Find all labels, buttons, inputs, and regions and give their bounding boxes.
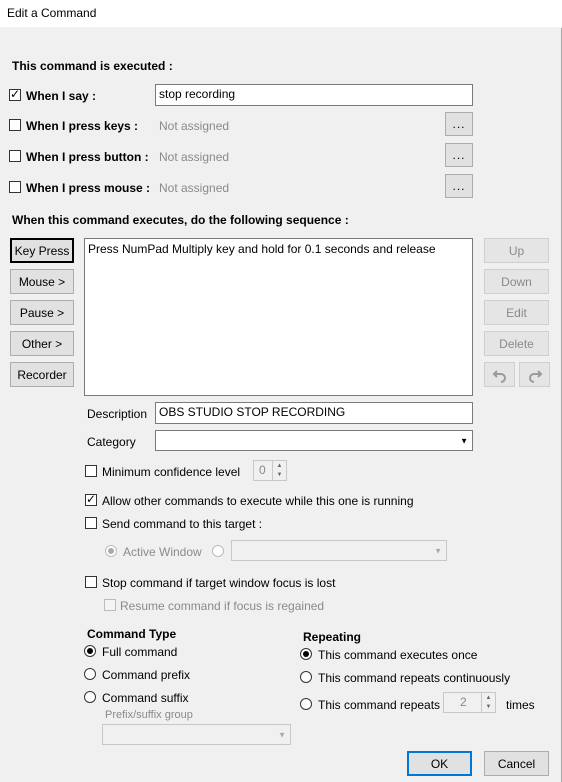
allow-other-checkbox[interactable]	[85, 494, 97, 506]
active-window-label: Active Window	[123, 545, 202, 559]
repeat-count-value: 2	[460, 695, 467, 709]
redo-icon	[527, 367, 543, 383]
specific-window-radio[interactable]	[212, 545, 224, 557]
repeats-continuously-label: This command repeats continuously	[318, 671, 511, 685]
min-confidence-value: 0	[259, 463, 266, 477]
redo-button[interactable]	[519, 362, 550, 387]
command-prefix-label: Command prefix	[102, 668, 191, 682]
description-input[interactable]: OBS STUDIO STOP RECORDING	[155, 402, 473, 424]
when-i-say-input[interactable]: stop recording	[155, 84, 473, 106]
sequence-list[interactable]	[84, 238, 473, 396]
prefix-group-label: Prefix/suffix group	[105, 709, 193, 721]
prefix-group-select[interactable]	[102, 724, 291, 745]
delete-button[interactable]: Delete	[484, 331, 549, 356]
send-target-checkbox[interactable]	[85, 517, 97, 529]
press-button-browse-button[interactable]: ...	[445, 143, 473, 167]
send-target-label: Send command to this target :	[102, 517, 263, 531]
category-select[interactable]	[155, 430, 473, 451]
resume-focus-checkbox[interactable]	[104, 599, 116, 611]
category-label: Category	[87, 435, 136, 449]
list-item[interactable]: Press NumPad Multiply key and hold for 0.1 seconds and release	[88, 242, 436, 256]
min-confidence-checkbox[interactable]	[85, 465, 97, 477]
active-window-radio[interactable]	[105, 545, 117, 557]
command-suffix-label: Command suffix	[102, 691, 189, 705]
description-label: Description	[87, 407, 148, 421]
press-button-value: Not assigned	[159, 150, 230, 164]
target-window-select[interactable]	[231, 540, 447, 561]
stop-focus-lost-label: Stop command if target window focus is lost	[102, 576, 336, 590]
up-button[interactable]: Up	[484, 238, 549, 263]
repeat-count-spinner[interactable]	[443, 692, 496, 713]
command-suffix-radio[interactable]	[84, 691, 96, 703]
repeats-times-label: This command repeats	[318, 698, 441, 712]
undo-button[interactable]	[484, 362, 515, 387]
window-title: Edit a Command	[7, 6, 97, 20]
executes-once-label: This command executes once	[318, 648, 478, 662]
recorder-button[interactable]: Recorder	[10, 362, 74, 387]
undo-icon	[492, 367, 508, 383]
press-button-checkbox[interactable]	[9, 150, 21, 162]
spinner-arrows-icon: ▲ ▼	[481, 693, 495, 712]
edit-button[interactable]: Edit	[484, 300, 549, 325]
spinner-arrows-icon: ▲ ▼	[272, 461, 286, 480]
when-i-say-label: When I say :	[26, 89, 97, 103]
min-confidence-label: Minimum confidence level	[102, 465, 241, 479]
executes-once-radio[interactable]	[300, 648, 312, 660]
pause-button[interactable]: Pause >	[10, 300, 74, 325]
stop-focus-lost-checkbox[interactable]	[85, 576, 97, 588]
command-type-heading: Command Type	[87, 627, 177, 641]
mouse-button[interactable]: Mouse >	[10, 269, 74, 294]
press-keys-value: Not assigned	[159, 119, 230, 133]
executed-heading: This command is executed :	[12, 59, 173, 73]
sequence-heading: When this command executes, do the following sequence :	[12, 213, 349, 227]
full-command-label: Full command	[102, 645, 178, 659]
press-mouse-checkbox[interactable]	[9, 181, 21, 193]
title-bar	[0, 0, 562, 28]
allow-other-label: Allow other commands to execute while this one is running	[102, 494, 414, 508]
repeats-continuously-radio[interactable]	[300, 671, 312, 683]
chevron-down-icon: ▼	[460, 436, 468, 445]
when-i-say-checkbox[interactable]	[9, 89, 21, 101]
cancel-button[interactable]: Cancel	[484, 751, 549, 776]
down-button[interactable]: Down	[484, 269, 549, 294]
press-keys-checkbox[interactable]	[9, 119, 21, 131]
full-command-radio[interactable]	[84, 645, 96, 657]
ok-button[interactable]: OK	[407, 751, 472, 776]
chevron-down-icon: ▼	[434, 546, 442, 555]
press-mouse-value: Not assigned	[159, 181, 230, 195]
times-label: times	[506, 698, 535, 712]
min-confidence-spinner[interactable]	[253, 460, 287, 481]
repeats-times-radio[interactable]	[300, 698, 312, 710]
resume-focus-label: Resume command if focus is regained	[120, 599, 325, 613]
chevron-down-icon: ▼	[278, 730, 286, 739]
press-keys-browse-button[interactable]: ...	[445, 112, 473, 136]
press-button-label: When I press button :	[26, 150, 149, 164]
other-button[interactable]: Other >	[10, 331, 74, 356]
press-mouse-browse-button[interactable]: ...	[445, 174, 473, 198]
key-press-button[interactable]: Key Press	[10, 238, 74, 263]
command-prefix-radio[interactable]	[84, 668, 96, 680]
press-keys-label: When I press keys :	[26, 119, 139, 133]
repeating-heading: Repeating	[303, 630, 362, 644]
press-mouse-label: When I press mouse :	[26, 181, 151, 195]
